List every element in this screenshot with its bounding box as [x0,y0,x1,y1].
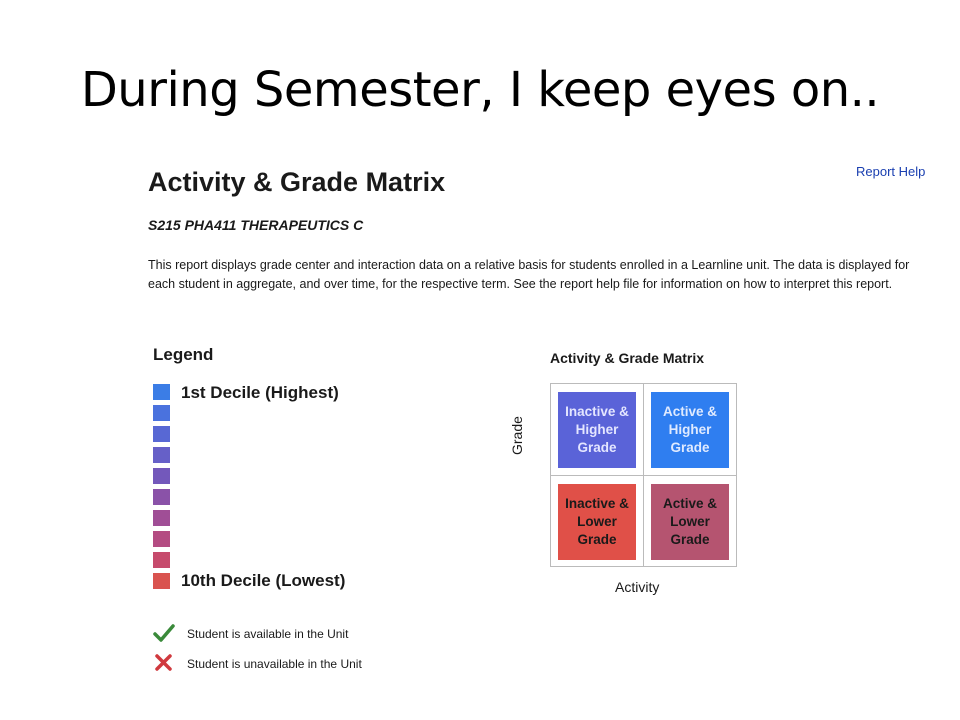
status-available-label: Student is available in the Unit [187,627,349,641]
decile-swatch-5 [153,468,170,484]
decile-lowest-label: 10th Decile (Lowest) [181,571,346,590]
matrix-title: Activity & Grade Matrix [550,350,705,366]
report-screenshot [140,155,940,695]
decile-swatch-1 [153,384,170,400]
cell-active-higher-grade[interactable]: Active & Higher Grade [651,392,729,468]
decile-swatch-6 [153,489,170,505]
decile-swatch-9 [153,552,170,568]
cell-inactive-lower-grade[interactable]: Inactive & Lower Grade [558,484,636,560]
matrix-y-axis-label: Grade [509,416,525,455]
decile-swatch-2 [153,405,170,421]
decile-highest-label: 1st Decile (Highest) [181,383,339,402]
report-description: This report displays grade center and interaction data on a relative basis for students enrolled in a Learnline unit. The data is displayed for each student in aggregate, and over time, for the respective term. See the report help file for information on how to interpret this report. [148,258,910,291]
report-title: Activity & Grade Matrix [148,167,446,197]
slide-title: During Semester, I keep eyes on.. [80,62,880,118]
cell-active-lower-grade[interactable]: Active & Lower Grade [651,484,729,560]
checkmark-icon [153,623,175,643]
decile-swatch-3 [153,426,170,442]
cell-inactive-higher-grade[interactable]: Inactive & Higher Grade [558,392,636,468]
decile-swatch-10 [153,573,170,589]
activity-grade-matrix [550,383,737,567]
matrix-x-axis-label: Activity [615,579,660,595]
status-unavailable-label: Student is unavailable in the Unit [187,657,362,671]
legend-title: Legend [153,345,214,364]
decile-swatch-8 [153,531,170,547]
course-code: S215 PHA411 THERAPEUTICS C [148,217,364,233]
decile-swatches [153,384,170,594]
decile-swatch-7 [153,510,170,526]
decile-swatch-4 [153,447,170,463]
cross-icon [153,653,175,673]
matrix-divider-horizontal [551,475,736,476]
report-help-link[interactable]: Report Help [856,164,926,179]
